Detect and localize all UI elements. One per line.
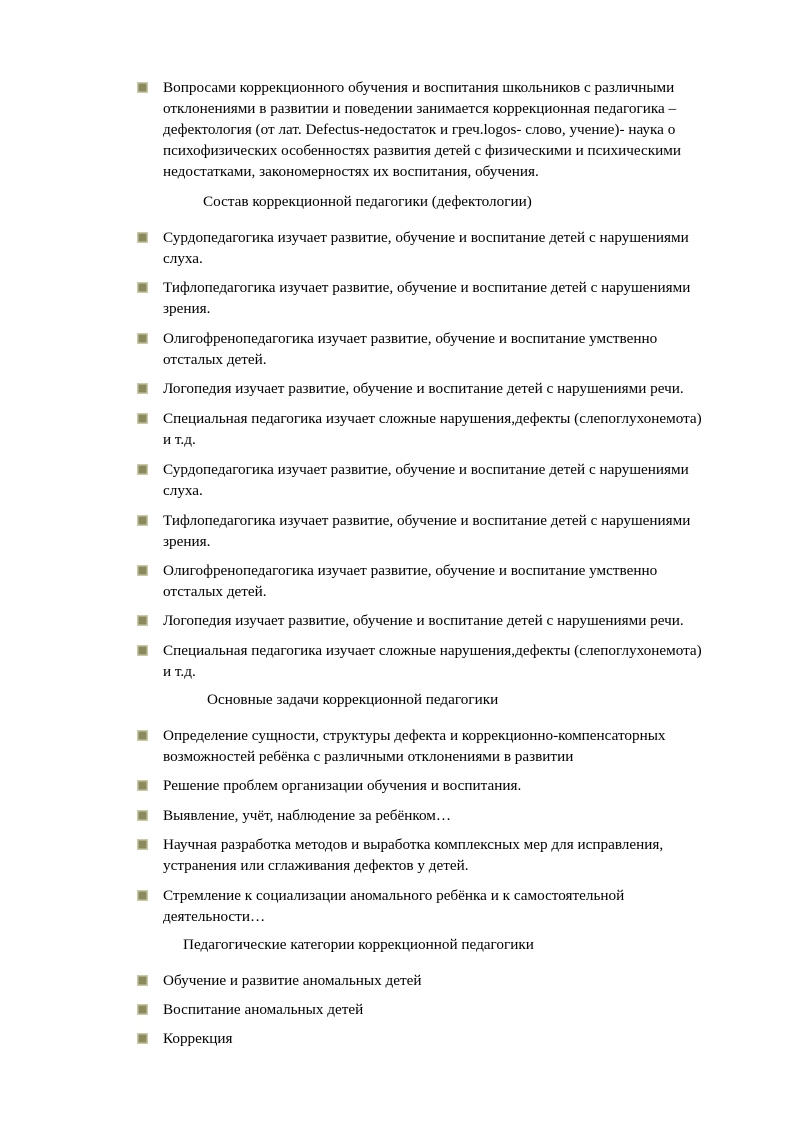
list-item-text: Сурдопедагогика изучает развитие, обучение и воспитание детей с нарушениями слуха. [163, 229, 689, 267]
square-bullet-icon [137, 413, 148, 424]
list-item-text: Логопедия изучает развитие, обучение и воспитание детей с нарушениями речи. [163, 380, 684, 397]
list-item-text: Тифлопедагогика изучает развитие, обучение и воспитание детей с нарушениями зрения. [163, 512, 691, 550]
list-item-text: Коррекция [163, 1030, 233, 1047]
list-item-text: Сурдопедагогика изучает развитие, обучение и воспитание детей с нарушениями слуха. [163, 461, 689, 499]
list-item-text: Специальная педагогика изучает сложные нарушения,дефекты (слепоглухонемота) и т.д. [163, 642, 702, 680]
square-bullet-icon [137, 780, 148, 791]
square-bullet-icon [137, 1033, 148, 1044]
section-heading-tasks: Основные задачи коррекционной педагогики [207, 691, 499, 708]
list-item-text: Стремление к социализации аномального ребёнка и к самостоятельной деятельности… [163, 887, 625, 925]
list-item-text: Научная разработка методов и выработка комплексных мер для исправления, устранения или сглаживания дефектов у детей. [163, 836, 664, 874]
list-item-text: Специальная педагогика изучает сложные нарушения,дефекты (слепоглухонемота) и т.д. [163, 410, 702, 448]
square-bullet-icon [137, 232, 148, 243]
list-item-text: Логопедия изучает развитие, обучение и воспитание детей с нарушениями речи. [163, 612, 684, 629]
list-item-text: Обучение и развитие аномальных детей [163, 972, 422, 989]
list-item-text: Тифлопедагогика изучает развитие, обучение и воспитание детей с нарушениями зрения. [163, 279, 691, 317]
list-item-text: Определение сущности, структуры дефекта и коррекционно-компенсаторных возможностей ребёнка с различными отклонениями в развитии [163, 727, 666, 765]
section-heading-composition: Состав коррекционной педагогики (дефектологии) [203, 193, 532, 210]
list-item-text: Воспитание аномальных детей [163, 1001, 364, 1018]
square-bullet-icon [137, 333, 148, 344]
square-bullet-icon [137, 282, 148, 293]
square-bullet-icon [137, 383, 148, 394]
square-bullet-icon [137, 82, 148, 93]
square-bullet-icon [137, 615, 148, 626]
square-bullet-icon [137, 975, 148, 986]
section-heading-categories: Педагогические категории коррекционной педагогики [183, 936, 534, 953]
square-bullet-icon [137, 645, 148, 656]
list-item-text: Олигофренопедагогика изучает развитие, обучение и воспитание умственно отсталых детей. [163, 562, 658, 600]
intro-text: Вопросами коррекционного обучения и воспитания школьников с различными отклонениями в развитии и поведении занимается коррекционная педагогика – дефектология (от лат. Defectus-недостаток и греч.logos- слово, учение)- наука о психофизических особенностях развития детей с физическими и психическими недостатками, закономерностях их воспитания, обучения. [163, 79, 681, 180]
list-item-text: Выявление, учёт, наблюдение за ребёнком… [163, 807, 452, 824]
square-bullet-icon [137, 565, 148, 576]
square-bullet-icon [137, 890, 148, 901]
square-bullet-icon [137, 515, 148, 526]
square-bullet-icon [137, 1004, 148, 1015]
list-item-text: Олигофренопедагогика изучает развитие, обучение и воспитание умственно отсталых детей. [163, 330, 658, 368]
list-item-text: Решение проблем организации обучения и воспитания. [163, 777, 522, 794]
square-bullet-icon [137, 464, 148, 475]
square-bullet-icon [137, 810, 148, 821]
square-bullet-icon [137, 839, 148, 850]
square-bullet-icon [137, 730, 148, 741]
